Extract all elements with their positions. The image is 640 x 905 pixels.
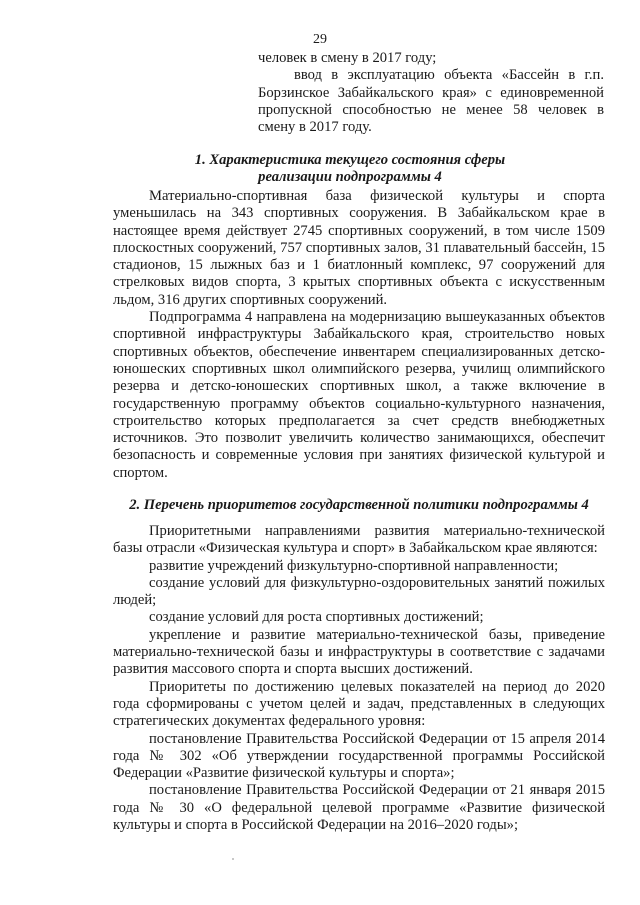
list-item: постановление Правительства Российской Федерации от 15 апреля 2014 года № 302 «Об утверждении государственной программы Российской Федерации «Развитие физической культуры и спорта»; xyxy=(113,730,605,782)
scan-speck xyxy=(232,858,234,860)
paragraph: Материально-спортивная база физической культуры и спорта уменьшилась на 343 спортивных сооружения. В Забайкальском крае в настоящее время действует 2745 спортивных сооружений, в том числе 1509 плоскостных сооружений, 757 спортивных залов, 31 плавательный бассейн, 15 стадионов, 15 лыжных баз и 1 биатлонный комплекс, 97 сооружений для стрелковых видов спорта, 3 крытых спортивных объекта с искусственным льдом, 316 других спортивных сооружений. xyxy=(113,188,605,308)
section-1-body xyxy=(113,188,605,482)
paragraph: Приоритеты по достижению целевых показателей на период до 2020 года сформированы с учетом целей и задач, представленных в следующих стратегических документах федерального уровня: xyxy=(113,678,605,730)
list-item: человек в смену в 2017 году; xyxy=(258,50,437,66)
list-item: постановление Правительства Российской Федерации от 21 января 2015 года № 30 «О федеральной целевой программе «Развитие физической культуры и спорта в Российской Федерации на 2016–2020 годы»; xyxy=(113,782,605,834)
page-number: 29 xyxy=(313,32,327,47)
continued-list xyxy=(258,50,604,136)
section-1-heading-line-2: реализации подпрограммы 4 xyxy=(258,169,442,186)
list-item: укрепление и развитие материально-технической базы, приведение материально-технической базы и инфраструктуры в соответствие с задачами развития массового спорта и спорта высших достижений. xyxy=(113,626,605,678)
section-1-heading xyxy=(150,152,550,187)
list-item: развитие учреждений физкультурно-спортивной направленности; xyxy=(149,557,559,574)
list-item: ввод в эксплуатацию объекта «Бассейн в г.п. Борзинское Забайкальского края» с единовременной пропускной способностью не менее 58 человек в смену в 2017 году. xyxy=(258,67,604,136)
section-2-body xyxy=(113,523,605,834)
list-item: создание условий для физкультурно-оздоровительных занятий пожилых людей; xyxy=(113,574,605,609)
paragraph: Приоритетными направлениями развития материально-технической базы отрасли «Физическая культура и спорт» в Забайкальском крае являются: xyxy=(113,523,605,557)
section-2-heading: 2. Перечень приоритетов государственной политики подпрограммы 4 xyxy=(129,497,589,513)
list-item: создание условий для роста спортивных достижений; xyxy=(149,609,484,626)
paragraph: Подпрограмма 4 направлена на модернизацию вышеуказанных объектов спортивной инфраструктуры Забайкальского края, строительство новых спортивных объектов, обеспечение инвентарем специализированных детско-юношеских спортивных школ олимпийского резерва, училищ олимпийского резерва и детско-юношеских спортивных школ, а также включение в государственную программу объектов социально-культурного назначения, строительство которых предполагается за счет средств внебюджетных источников. Это позволит увеличить количество занимающихся, обеспечит безопасность и современные условия при занятиях физической культурой и спортом. xyxy=(113,309,605,481)
section-1-heading-line-1: 1. Характеристика текущего состояния сферы xyxy=(194,152,506,168)
